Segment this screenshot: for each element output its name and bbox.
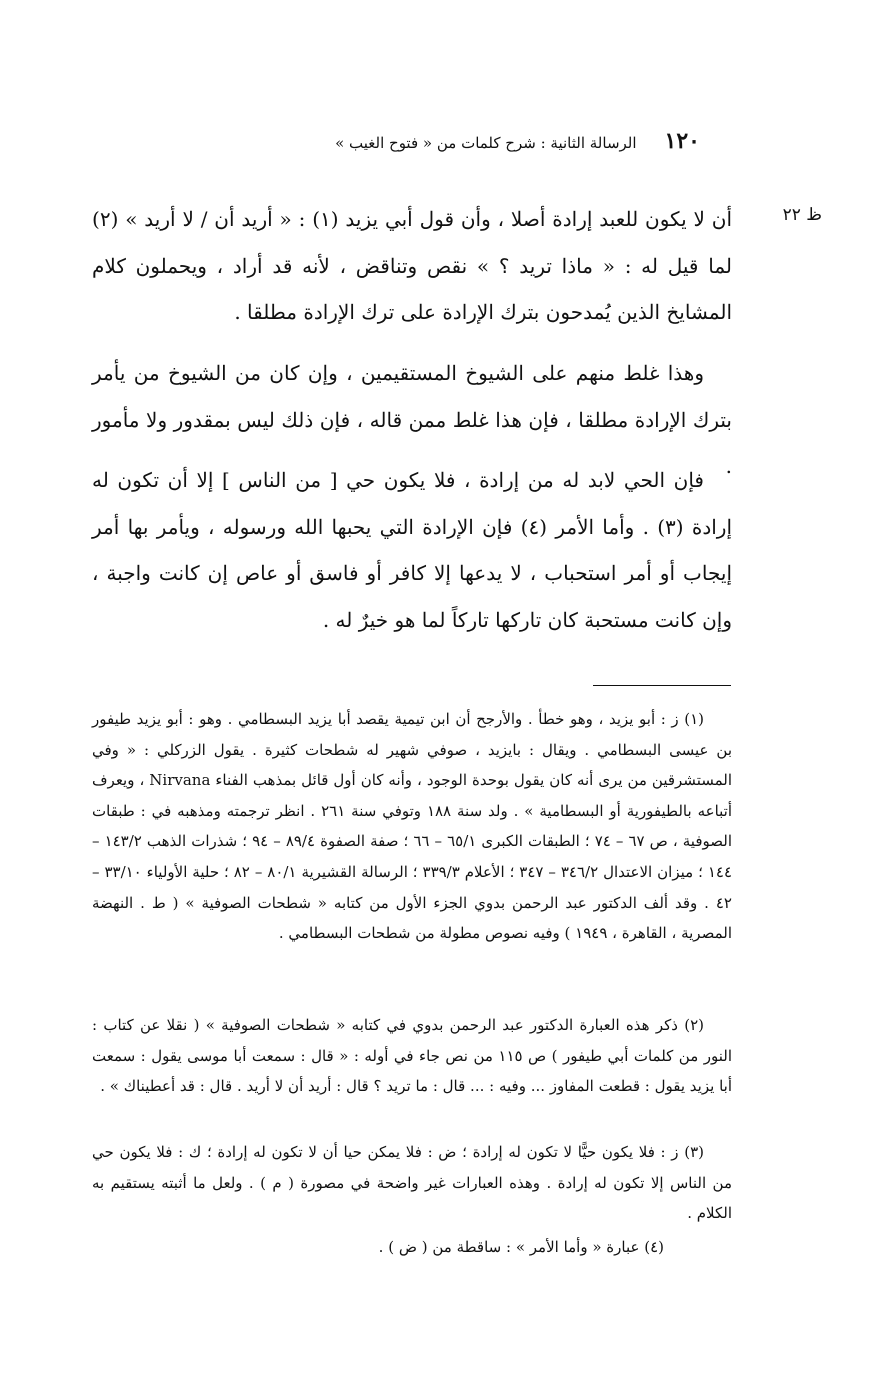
paragraph-3: فإن الحي لابد له من إرادة ، فلا يكون حي [ من الناس ] إلا أن تكون له إرادة (٣) . وأما الأمر (٤) فإن الإرادة التي يحبها الله ورسوله ، ويأمر بها أمر إيجاب أو أمر استحباب ، لا يدعها إلا كافر أو فاسق أو عاص إن كانت واجبة ، وإن كانت مستحبة كان تاركها تاركاً لما هو خيرٌ له . (92, 468, 733, 632)
page-number: ١٢٠ (664, 128, 700, 154)
paragraph-1: أن لا يكون للعبد إرادة أصلا ، وأن قول أبي يزيد (١) : « أريد أن / لا أريد » (٢) لما قيل له : « ماذا تريد ؟ » نقص وتناقض ، لأنه قد أراد ، ويحملون كلام المشايخ الذين يُمدحون بترك الإرادة على ترك الإرادة مطلقا . (92, 207, 733, 324)
footnote-2: (٢) ذكر هذه العبارة الدكتور عبد الرحمن بدوي في كتابه « شطحات الصوفية » ( نقلا عن كتاب : النور من كلمات أبي طيفور ) ص ١١٥ من نص جاء في أوله : « قال : سمعت أبا موسى يقول : سمعت أبا يزيد يقول : قطعت المفاوز ... وفيه : ... قال : ما تريد ؟ قال : أريد أن لا أريد . قال : قد أعطيناك » . (92, 1016, 732, 1096)
manuscript-margin-reference: ظ ٢٢ (782, 205, 822, 225)
running-header (230, 128, 700, 158)
paragraph-2: وهذا غلط منهم على الشيوخ المستقيمين ، وإن كان من الشيوخ من يأمر بترك الإرادة مطلقا ، فإن هذا غلط ممن قاله ، فإن ذلك ليس بمقدور ولا مأمور . (92, 361, 732, 478)
running-title: الرسالة الثانية : شرح كلمات من « فتوح الغيب » (335, 134, 637, 152)
footnote-4: (٤) عبارة « وأما الأمر » : ساقطة من ( ض ) . (378, 1238, 664, 1256)
footnote-3: (٣) ز : فلا يكون حيًّا لا تكون له إرادة ؛ ض : فلا يمكن حيا أن لا تكون له إرادة ؛ ك : فلا يكون حي من الناس إلا تكون له إرادة . وهذه العبارات غير واضحة في مصورة ( م ) . ولعل ما أثبته يستقيم به الكلام . (92, 1143, 732, 1223)
footnote-separator (593, 685, 731, 686)
footnote-1: (١) ز : أبو يزيد ، وهو خطأ . والأرجح أن ابن تيمية يقصد أبا يزيد البسطامي . وهو : أبو يزيد طيفور بن عيسى البسطامي . ويقال : بايزيد ، صوفي شهير له شطحات كثيرة . يقول الزركلي : « وفي المستشرقين من يرى أنه كان يقول بوحدة الوجود ، وأنه كان أول قائل بمذهب الفناء Nirvana ، ويعرف أتباعه بالطيفورية أو البسطامية » . ولد سنة ١٨٨ وتوفي سنة ٢٦١ . انظر ترجمته ومذهبه في : طبقات الصوفية ، ص ٦٧ – ٧٤ ؛ الطبقات الكبرى ٦٥/١ – ٦٦ ؛ صفة الصفوة ٨٩/٤ – ٩٤ ؛ شذرات الذهب ١٤٣/٢ – ١٤٤ ؛ ميزان الاعتدال ٣٤٦/٢ – ٣٤٧ ؛ الأعلام ٣٣٩/٣ ؛ الرسالة القشيرية ٨٠/١ – ٨٢ ؛ حلية الأولياء ٣٣/١٠ – ٤٢ . وقد ألف الدكتور عبد الرحمن بدوي الجزء الأول من كتابه « شطحات الصوفية » ( ط . النهضة المصرية ، القاهرة ، ١٩٤٩ ) وفيه نصوص مطولة من شطحات البسطامي . (92, 710, 733, 943)
